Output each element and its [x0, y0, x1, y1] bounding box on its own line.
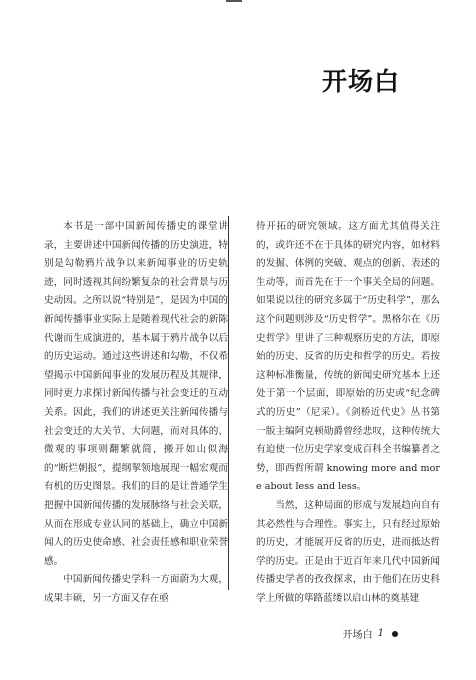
- chapter-heading: 开场白: [321, 67, 400, 96]
- paragraph: 本书是一部中国新闻传播史的课堂讲录，主要讲述中国新闻传播的历史演进，特别是勾勒鸦片战争以来新闻事业的历史轨迹，同时透视其间纷繁复杂的社会背景与历史动因。之所以说“特别是”，是因为中国的新闻传播事业实际上是随着现代社会的新陈代谢而生成演进的，基本属于鸦片战争以后的历史运动。通过这些讲述和勾勒，不仅希望揭示中国新闻事业的发展历程及其规律，同时更力求探讨新闻传播与社会变迁的互动关系。因此，我们的讲述更关注新闻传播与社会变迁的大关节、大问题，而对具体的、微观的事项则翻繁就简，搬开如山似海的“断烂朝报”，提纲挈领地展现一幅宏观而有机的历史图景。我们的目的是让普通学生把握中国新闻传播的发展脉络与社会关联，从而在形成专业认同的基础上，确立中国新闻人的历史使命感、社会责任感和职业荣誉感。: [44, 221, 228, 567]
- bullet-dot-icon: [392, 631, 398, 637]
- page-number: 1: [377, 628, 384, 639]
- left-column: [44, 218, 228, 608]
- paragraph: 当然，这种局面的形成与发展趋向自有其必然性与合理性。事实上，只有经过原始的历史，才能展开反省的历史，进而抵达哲学的历史。正是由于近百年来几代中国新闻传播史学者的孜孜探求，由于他们在历史科学上所做的筚路蓝缕以启山林的奠基建: [256, 499, 440, 604]
- page-footer: [343, 626, 398, 641]
- column-divider: [228, 216, 229, 590]
- top-crop-mark: [226, 0, 242, 2]
- running-title: 开场白: [342, 630, 373, 641]
- right-column: [256, 218, 440, 608]
- paragraph: 中国新闻传播史学科一方面蔚为大观，成果丰硕，另一方面又存在亟: [44, 574, 228, 604]
- paragraph: 待开拓的研究领域。这方面尤其值得关注的，或许还不在于具体的研究内容，如材料的发掘、体例的突破、观点的创新、表述的生动等，而首先在于一个事关全局的问题。如果说以往的研究多属于“历史科学”，那么这个问题则涉及“历史哲学”。黑格尔在《历史哲学》里讲了三种观察历史的方法，即原始的历史、反省的历史和哲学的历史。若按这种标准衡量，传统的新闻史研究基本上还处于第一个层面，即原始的历史或“纪念碑式的历史”（尼采）。《剑桥近代史》丛书第一版主编阿克顿勋爵曾经悲叹，这种传统大有迫使一位历史学家变成百科全书编纂者之势，即西哲所谓 knowing more and more about less and less。: [256, 221, 440, 493]
